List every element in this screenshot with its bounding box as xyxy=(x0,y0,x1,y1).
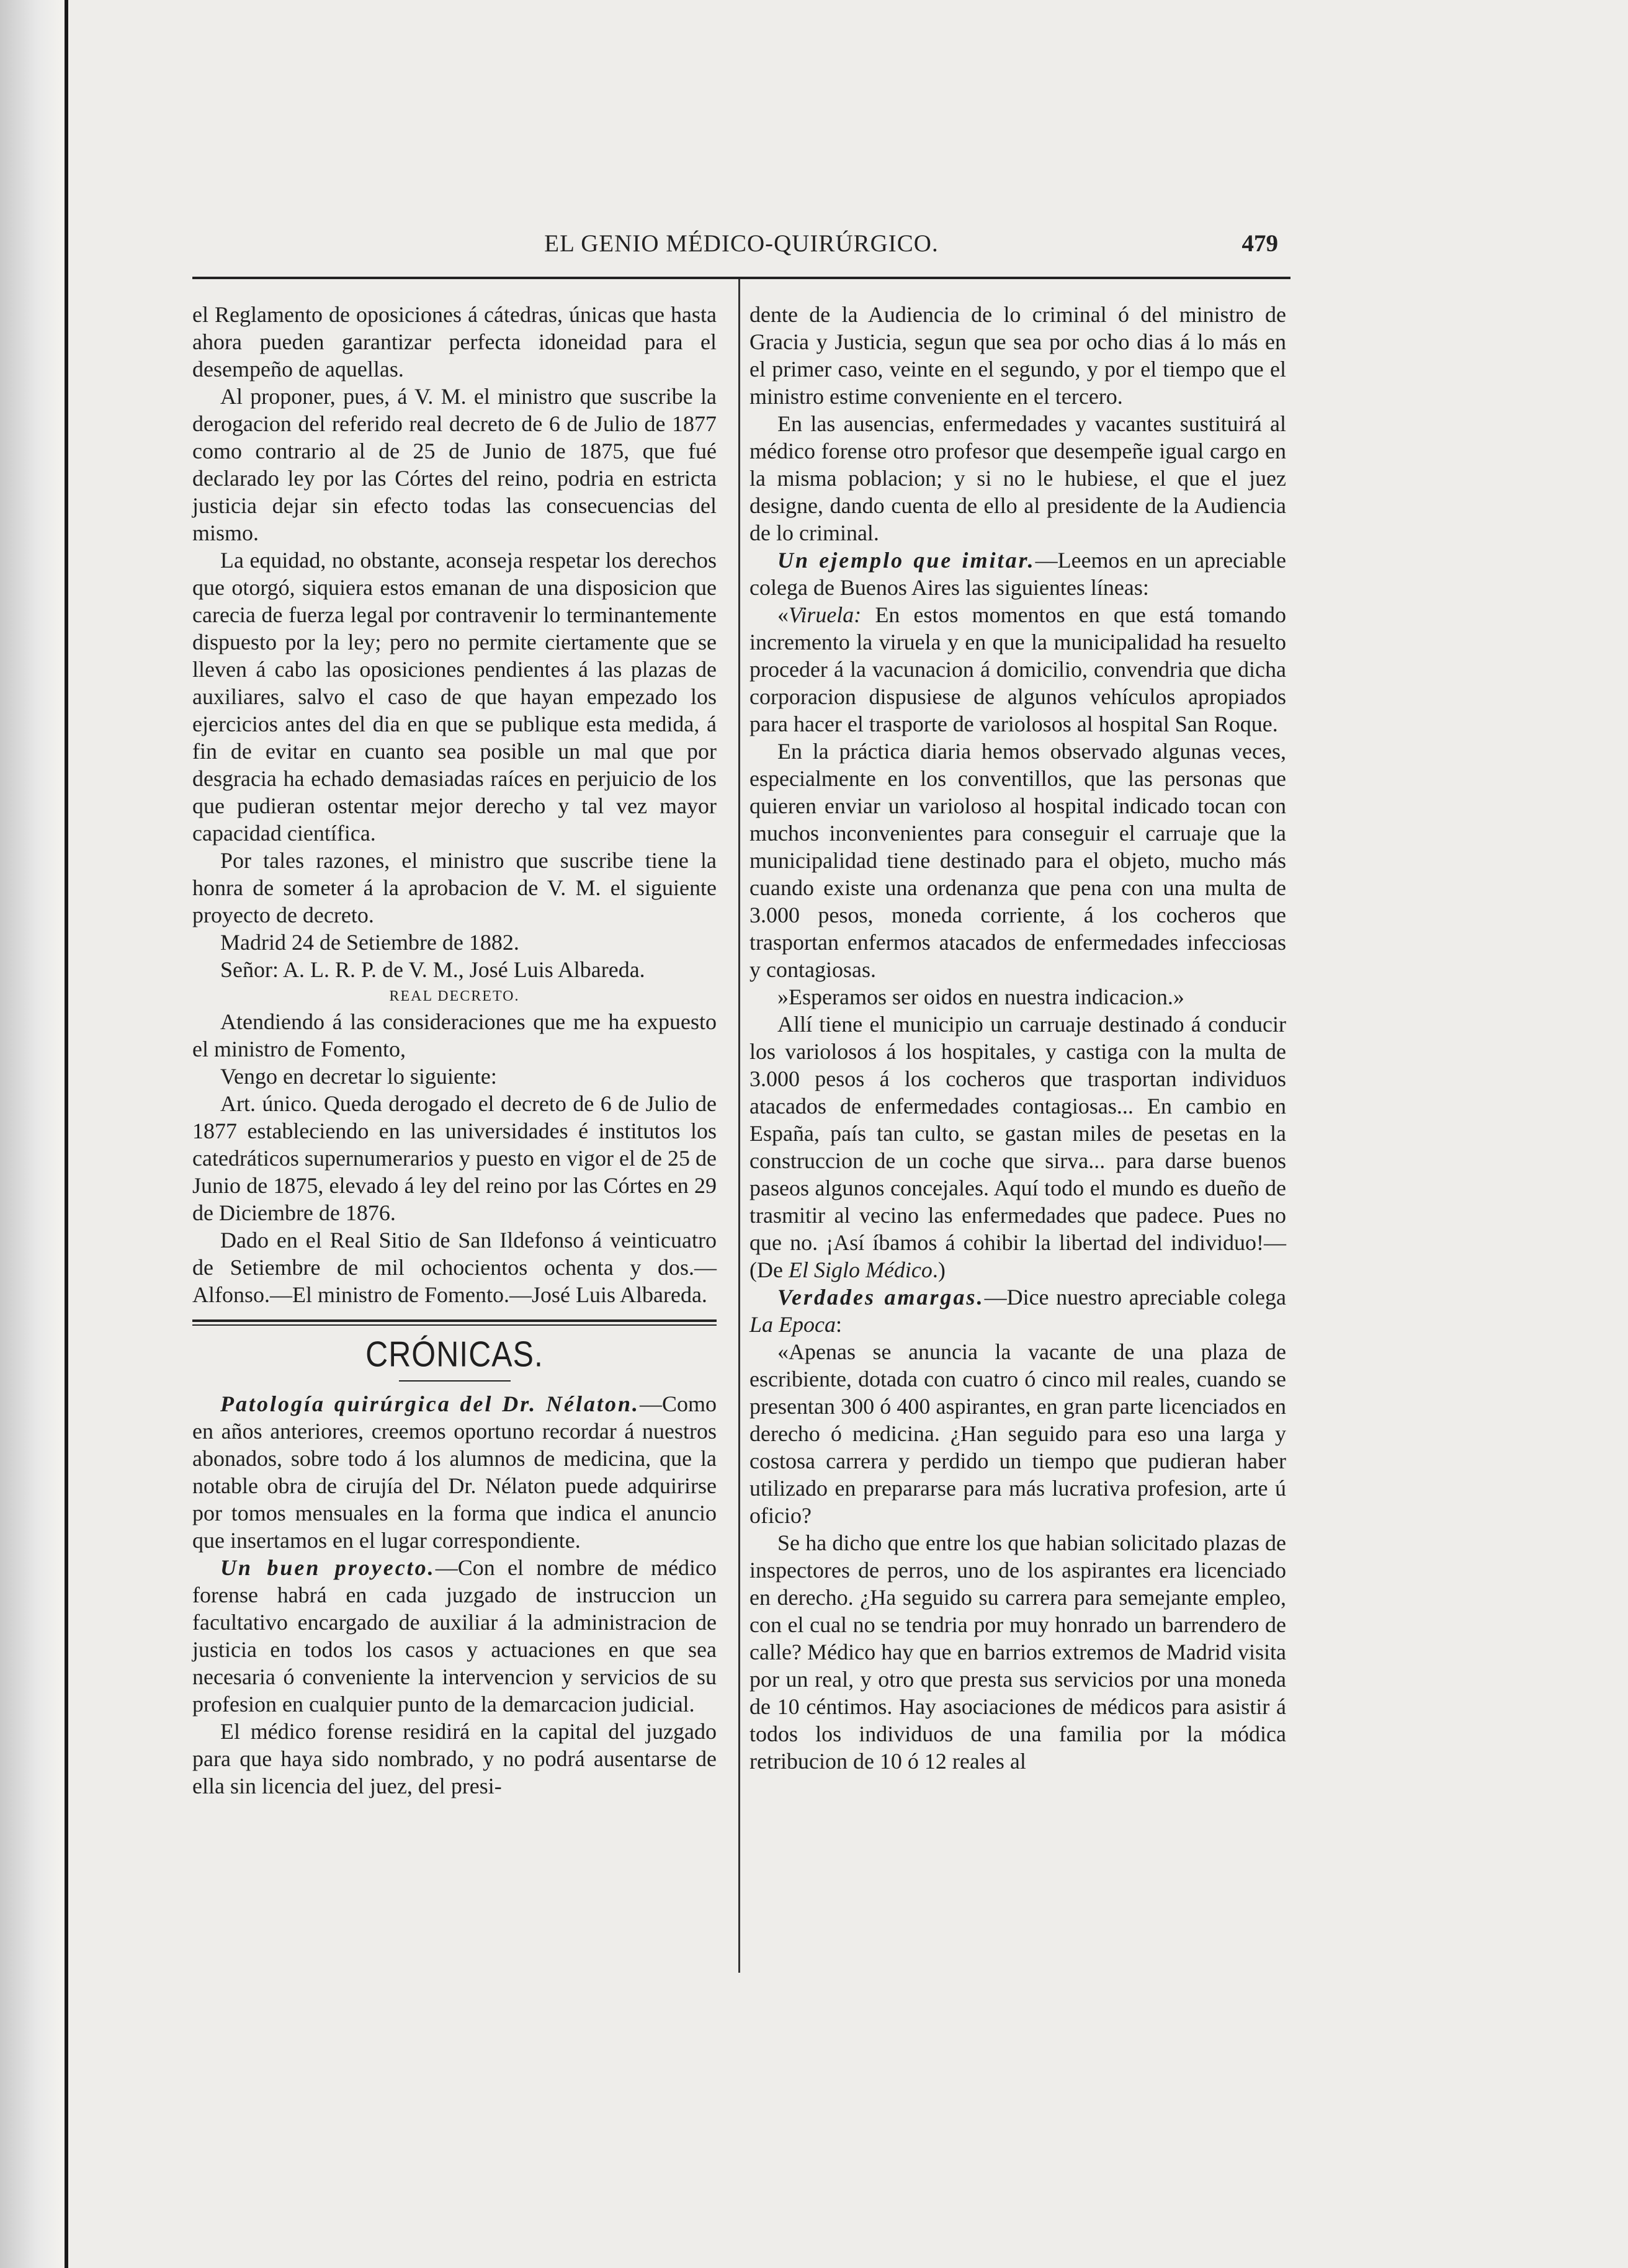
header-rule xyxy=(192,277,1290,279)
chronicle-item xyxy=(749,547,1286,601)
quote-label: Viruela: xyxy=(789,602,862,627)
chronicle-text: —Como en años anteriores, creemos oportuno recordar á nuestros abonados, sobre todo á los alumnos de medicina, que la notable obra de cirujía del Dr. Nélaton puede adquirirse por tomos mensuales en la forma que indica el anuncio que insertamos en el lugar correspondiente. xyxy=(192,1391,717,1553)
binding-line xyxy=(65,0,68,2268)
paragraph xyxy=(749,1011,1286,1284)
paragraph-end: .) xyxy=(932,1257,946,1282)
paragraph: Art. único. Queda derogado el decreto de 6 de Julio de 1877 estableciendo en las universidades é institutos los catedráticos supernumerarios y puesto en vigor el de 25 de Junio de 1875, elevado á ley del reino por las Córtes en 29 de Diciembre de 1876. xyxy=(192,1091,717,1225)
quote-open: « xyxy=(777,602,789,627)
paragraph: Al proponer, pues, á V. M. el ministro que suscribe la derogacion del referido real decreto de 6 de Julio de 1877 como contrario al de 25 de Junio de 1875, que fué declarado ley por las Córtes del reino, podria en estricta justicia dejar sin efecto todas las consecuencias del mismo. xyxy=(192,384,717,545)
chronicle-rubric: Patología quirúrgica del Dr. Nélaton. xyxy=(220,1391,640,1416)
chronicle-item xyxy=(749,1284,1286,1338)
chronicle-item xyxy=(192,1554,717,1718)
running-title: EL GENIO MÉDICO-QUIRÚRGICO. xyxy=(544,230,939,257)
quote-paragraph xyxy=(749,601,1286,738)
paragraph: La equidad, no obstante, aconseja respetar los derechos que otorgó, siquiera estos emanan de una disposicion que carecia de fuerza legal por contravenir lo terminantemente dispuesto por la ley; pero no permite ciertamente que se lleven á cabo las oposiciones pendientes á las plazas de auxiliares, salvo el caso de que hayan empezado los ejercicios antes del dia en que se publique esta medida, á fin de evitar en cuanto sea posible un mal que por desgracia ha echado demasiadas raíces en perjuicio de los que pudieran ostentar mejor derecho y tal vez mayor capacidad científica. xyxy=(192,548,717,846)
section-heading: CRÓNICAS. xyxy=(365,1334,543,1375)
paragraph: El médico forense residirá en la capital del juzgado para que haya sido nombrado, y no podrá ausentarse de ella sin licencia del juez, del presi- xyxy=(192,1719,717,1798)
chronicle-rubric: Un buen proyecto. xyxy=(220,1555,436,1580)
paragraph-signature: Señor: A. L. R. P. de V. M., José Luis Albareda. xyxy=(220,957,645,982)
paragraph: «Apenas se anuncia la vacante de una plaza de escribiente, dotada con cuatro ó cinco mil reales, cuando se presentan 300 ó 400 aspirantes, en gran parte licenciados en derecho ó medicina. ¿Han seguido para eso una larga y costosa carrera y perdido un tiempo que pudieran haber utilizado en prepararse para más lucrativa profesion, arte ú oficio? xyxy=(749,1339,1286,1528)
paragraph: Por tales razones, el ministro que suscribe tiene la honra de someter á la aprobacion de V. M. el siguiente proyecto de decreto. xyxy=(192,848,717,927)
quote-paragraph: »Esperamos ser oidos en nuestra indicacion.» xyxy=(777,984,1184,1009)
right-column xyxy=(749,301,1286,1775)
paragraph-date: Madrid 24 de Setiembre de 1882. xyxy=(220,930,519,955)
column-divider xyxy=(738,279,740,1973)
paragraph: Dado en el Real Sitio de San Ildefonso á veinticuatro de Setiembre de mil ochocientos ochenta y dos.—Alfonso.—El ministro de Fomento.—José Luis Albareda. xyxy=(192,1228,717,1307)
paragraph-text: Allí tiene el municipio un carruaje destinado á conducir los variolosos á los hospitales, y castiga con la multa de 3.000 pesos á los cocheros que trasportan individuos atacados de enfermedades contagiosas... En cambio en España, país tan culto, se gastan miles de pesetas en la construccion de un coche que sirva... para darse buenos paseos algunos concejales. Aquí todo el mundo es dueño de trasmitir al vecino las enfermedades que padece. Pues no que no. ¡Así íbamos á cohibir la libertad del individuo!—(De xyxy=(749,1012,1286,1282)
colon: : xyxy=(836,1312,843,1337)
paragraph: Vengo en decretar lo siguiente: xyxy=(220,1064,497,1089)
page-header xyxy=(192,230,1290,269)
paragraph: el Reglamento de oposiciones á cátedras, únicas que hasta ahora pueden garantizar perfecta idoneidad para el desempeño de aquellas. xyxy=(192,302,717,382)
chronicle-item xyxy=(192,1390,717,1554)
paragraph: Se ha dicho que entre los que habian solicitado plazas de inspectores de perros, uno de los aspirantes era licenciado en derecho. ¿Ha seguido su carrera para semejante empleo, con el cual no se tendria por muy honrado un barrendero de calle? Médico hay que en barrios extremos de Madrid visita por un real, y otro que presta sus servicios por una moneda de 10 céntimos. Hay asociaciones de médicos para asistir á todos los individuos de una familia por la módica retribucion de 10 ó 12 reales al xyxy=(749,1530,1286,1774)
left-column xyxy=(192,301,717,1800)
section-rule-short xyxy=(399,1380,511,1382)
chronicle-text: —Leemos en un apreciable colega de Buenos Aires las siguientes líneas: xyxy=(749,548,1286,600)
chronicle-text: —Dice nuestro apreciable colega xyxy=(984,1285,1286,1310)
chronicle-text: —Con el nombre de médico forense habrá en cada juzgado de instruccion un facultativo encargado de auxiliar á la administracion de justicia en todos los casos y actuaciones en que sea necesaria ó conveniente la intervencion y servicios de su profesion en cualquier punto de la demarcacion judicial. xyxy=(192,1555,717,1717)
paragraph: Atendiendo á las consideraciones que me ha expuesto el ministro de Fomento, xyxy=(192,1009,717,1061)
quote-text: En estos momentos en que está tomando incremento la viruela y en que la municipalidad ha resuelto proceder á la vacunacion á domicilio, convendria que dicha corporacion dispusiese de algunos vehículos apropiados para hacer el trasporte de variolosos al hospital San Roque. xyxy=(749,602,1286,736)
page-number: 479 xyxy=(1241,230,1278,257)
source-name: El Siglo Médico xyxy=(788,1257,933,1282)
chronicle-rubric: Un ejemplo que imitar. xyxy=(777,548,1035,573)
chronicle-rubric: Verdades amargas. xyxy=(777,1285,985,1310)
paragraph: En las ausencias, enfermedades y vacantes sustituirá al médico forense otro profesor que desempeñe igual cargo en la misma poblacion; y si no le hubiese, el que el juez designe, dando cuenta de ello al presidente de la Audiencia de lo criminal. xyxy=(749,411,1286,545)
decree-title: REAL DECRETO. xyxy=(389,988,520,1004)
section-rule xyxy=(192,1324,717,1326)
binding-edge xyxy=(0,0,62,2268)
paragraph: dente de la Audiencia de lo criminal ó del ministro de Gracia y Justicia, segun que sea por ocho dias á lo más en el primer caso, veinte en el segundo, y por el tiempo que el ministro estime conveniente en el tercero. xyxy=(749,302,1286,409)
source-name: La Epoca xyxy=(749,1312,836,1337)
quote-paragraph: En la práctica diaria hemos observado algunas veces, especialmente en los conventillos, que las personas que quieren enviar un varioloso al hospital indicado tocan con muchos inconvenientes para conseguir el carruaje que la municipalidad tiene destinado para el objeto, mucho más cuando existe una ordenanza que pena con una multa de 3.000 pesos, moneda corriente, á los cocheros que trasportan enfermos atacados de enfermedades infecciosas y contagiosas. xyxy=(749,739,1286,982)
section-rule xyxy=(192,1319,717,1322)
